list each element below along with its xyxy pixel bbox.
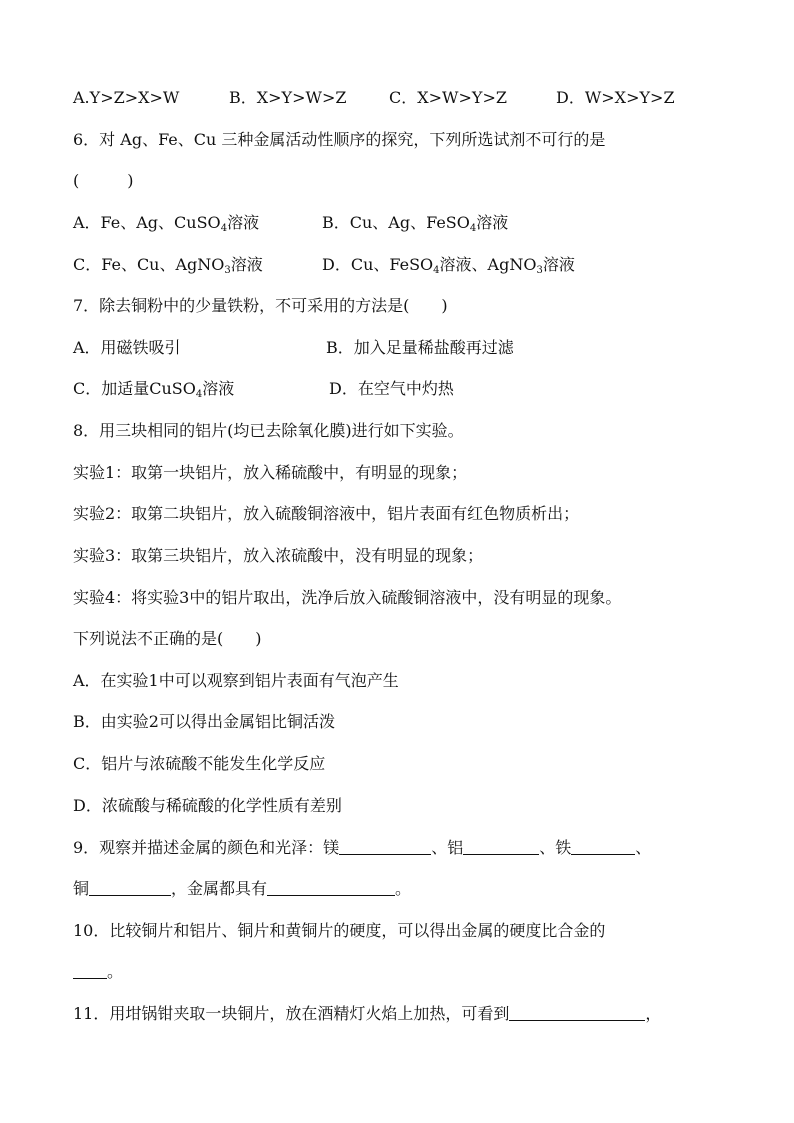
q6-paren: ( )	[73, 171, 134, 190]
q9-blank-aluminum[interactable]	[463, 838, 539, 855]
q10-stem: 10．比较铜片和铝片、铜片和黄铜片的硬度，可以得出金属的硬度比合金的	[73, 921, 606, 940]
q6-option-d: D．Cu、FeSO$_4$溶液、AgNO$_3$溶液	[322, 255, 575, 276]
q8-stem: 8．用三块相同的铝片(均已去除氧化膜)进行如下实验。	[73, 421, 464, 440]
q8-option-c: C．铝片与浓硫酸不能发生化学反应	[73, 754, 326, 773]
q6-option-a: A．Fe、Ag、CuSO$_4$溶液	[73, 213, 260, 234]
q9-line-2: 铜 ，金属都具有 。	[73, 879, 412, 898]
q11-blank[interactable]	[509, 1004, 645, 1021]
q6-stem: 6．对 Ag、Fe、Cu 三种金属活动性顺序的探究，下列所选试剂不可行的是	[73, 130, 606, 149]
q9-blank-copper[interactable]	[89, 879, 171, 896]
q8-option-d: D．浓硫酸与稀硫酸的化学性质有差别	[73, 796, 342, 815]
q8-experiment-4: 实验4：将实验3中的铝片取出，洗净后放入硫酸铜溶液中，没有明显的现象。	[73, 588, 622, 607]
q8-experiment-2: 实验2：取第二块铝片，放入硫酸铜溶液中，铝片表面有红色物质析出；	[73, 504, 580, 523]
q5-option-d: D．W>X>Y>Z	[556, 88, 675, 107]
q8-question: 下列说法不正确的是( )	[73, 629, 262, 648]
q11-stem: 11．用坩锅钳夹取一块铜片，放在酒精灯火焰上加热，可看到 ，	[73, 1004, 662, 1023]
q9-blank-property[interactable]	[267, 879, 395, 896]
q9-blank-iron[interactable]	[571, 838, 635, 855]
q9-blank-magnesium[interactable]	[339, 838, 431, 855]
q5-option-b: B．X>Y>W>Z	[229, 88, 347, 107]
q8-option-a: A．在实验1中可以观察到铝片表面有气泡产生	[73, 671, 399, 690]
q10-line-2: 。	[73, 960, 733, 984]
q7-option-c: C．加适量CuSO$_4$溶液	[73, 379, 235, 400]
q5-option-a: A.Y>Z>X>W	[73, 88, 180, 107]
q6-option-b: B．Cu、Ag、FeSO$_4$溶液	[322, 213, 509, 234]
q7-option-a: A．用磁铁吸引	[73, 338, 181, 357]
q8-option-b: B．由实验2可以得出金属铝比铜活泼	[73, 712, 335, 731]
q6-option-c: C．Fe、Cu、AgNO$_3$溶液	[73, 255, 263, 276]
q9-line-1: 9．观察并描述金属的颜色和光泽：镁 、铝 、铁 、	[73, 838, 652, 857]
q5-option-c: C．X>W>Y>Z	[389, 88, 507, 107]
q7-stem: 7．除去铜粉中的少量铁粉，不可采用的方法是( )	[73, 296, 448, 315]
q10-blank[interactable]	[73, 962, 107, 979]
q7-option-b: B．加入足量稀盐酸再过滤	[326, 338, 514, 357]
q8-experiment-1: 实验1：取第一块铝片，放入稀硫酸中，有明显的现象；	[73, 463, 468, 482]
q8-experiment-3: 实验3：取第三块铝片，放入浓硫酸中，没有明显的现象；	[73, 546, 484, 565]
q7-option-d: D．在空气中灼热	[329, 379, 454, 398]
